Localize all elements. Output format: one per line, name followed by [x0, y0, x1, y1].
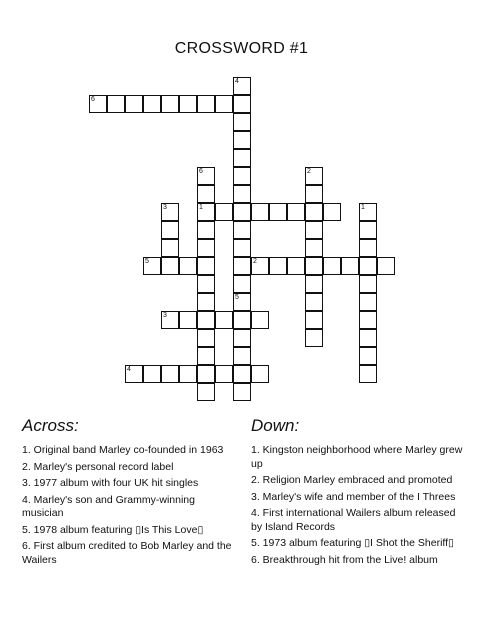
grid-cell[interactable]	[305, 311, 323, 329]
grid-cell[interactable]	[359, 365, 377, 383]
grid-cell[interactable]	[215, 203, 233, 221]
grid-cell[interactable]	[305, 221, 323, 239]
grid-cell[interactable]	[179, 365, 197, 383]
grid-cell[interactable]	[359, 347, 377, 365]
down-clue-6: 6. Breakthrough hit from the Live! album	[251, 553, 438, 566]
grid-cell[interactable]	[359, 311, 377, 329]
across-clue-1: 1. Original band Marley co-founded in 1963	[22, 444, 224, 456]
grid-cell[interactable]	[377, 257, 395, 275]
grid-cell[interactable]	[233, 311, 251, 329]
grid-cell[interactable]	[305, 257, 323, 275]
cell-number: 6	[199, 168, 203, 175]
grid-cell[interactable]	[197, 383, 215, 401]
cell-number: 3	[163, 312, 167, 319]
down-clue-3: 3. Marley's wife and member of the I Threes	[251, 490, 456, 503]
grid-cell[interactable]	[305, 203, 323, 221]
grid-cell[interactable]	[215, 365, 233, 383]
grid-cell[interactable]	[305, 275, 323, 293]
grid-cell[interactable]	[359, 293, 377, 311]
grid-cell[interactable]	[197, 365, 215, 383]
cell-number: 6	[91, 96, 95, 103]
grid-cell[interactable]	[197, 221, 215, 239]
down-clues	[251, 416, 466, 570]
grid-cell[interactable]	[359, 329, 377, 347]
cell-number: 1	[199, 204, 203, 211]
grid-cell[interactable]	[233, 221, 251, 239]
cell-number: 5	[145, 258, 149, 265]
grid-cell[interactable]	[305, 239, 323, 257]
grid-cell[interactable]	[161, 257, 179, 275]
cell-number: 5	[235, 294, 239, 301]
grid-cell[interactable]	[161, 221, 179, 239]
grid-cell[interactable]	[233, 329, 251, 347]
down-clue-1: 1. Kingston neighborhood where Marley grew up	[251, 444, 463, 470]
grid-cell[interactable]	[179, 257, 197, 275]
grid-cell[interactable]	[179, 311, 197, 329]
grid-cell[interactable]	[233, 365, 251, 383]
grid-cell[interactable]	[107, 95, 125, 113]
grid-cell[interactable]	[197, 329, 215, 347]
cell-number: 4	[127, 366, 131, 373]
across-clue-3: 3. 1977 album with four UK hit singles	[22, 477, 199, 489]
across-clue-5: 5. 1978 album featuring ▯Is This Love▯	[22, 523, 204, 536]
grid-cell[interactable]	[269, 257, 287, 275]
grid-cell[interactable]	[161, 95, 179, 113]
puzzle-title: CROSSWORD #1	[174, 40, 309, 57]
grid-cell[interactable]	[323, 203, 341, 221]
grid-cell[interactable]	[305, 185, 323, 203]
grid-cell[interactable]	[359, 239, 377, 257]
grid-cell[interactable]	[251, 203, 269, 221]
grid-cell[interactable]	[305, 329, 323, 347]
cell-number: 4	[235, 78, 239, 85]
grid-cell[interactable]	[251, 365, 269, 383]
grid-cell[interactable]	[215, 95, 233, 113]
down-clue-4: 4. First international Wailers album released by Island Records	[251, 507, 456, 533]
grid-cell[interactable]	[359, 275, 377, 293]
grid-cell[interactable]	[233, 113, 251, 131]
grid-cell[interactable]	[161, 239, 179, 257]
grid-cell[interactable]	[305, 293, 323, 311]
down-clue-2: 2. Religion Marley embraced and promoted	[251, 474, 453, 486]
grid-cell[interactable]	[233, 239, 251, 257]
grid-cell[interactable]	[233, 203, 251, 221]
grid-cell[interactable]	[215, 311, 233, 329]
grid-cell[interactable]	[197, 239, 215, 257]
down-clue-5: 5. 1973 album featuring ▯I Shot the Sheriff▯	[251, 537, 454, 549]
grid-cell[interactable]	[233, 347, 251, 365]
grid-cell[interactable]	[233, 383, 251, 401]
grid-cell[interactable]	[359, 257, 377, 275]
grid-cell[interactable]	[233, 275, 251, 293]
grid-cell[interactable]	[197, 95, 215, 113]
grid-cell[interactable]	[197, 257, 215, 275]
cell-number: 2	[307, 168, 311, 175]
across-clues	[22, 416, 237, 570]
grid-cell[interactable]	[233, 167, 251, 185]
down-heading: Down:	[251, 416, 300, 435]
grid-cell[interactable]	[287, 257, 305, 275]
grid-cell[interactable]	[233, 131, 251, 149]
grid-cell[interactable]	[233, 149, 251, 167]
grid-cell[interactable]	[197, 347, 215, 365]
grid-cell[interactable]	[251, 311, 269, 329]
cell-number: 2	[253, 258, 257, 265]
grid-cell[interactable]	[197, 293, 215, 311]
grid-cell[interactable]	[143, 95, 161, 113]
grid-cell[interactable]	[287, 203, 305, 221]
grid-cell[interactable]	[197, 185, 215, 203]
grid-cell[interactable]	[161, 365, 179, 383]
across-heading: Across:	[22, 416, 79, 435]
grid-cell[interactable]	[125, 95, 143, 113]
cell-number: 1	[361, 204, 365, 211]
grid-cell[interactable]	[233, 95, 251, 113]
grid-cell[interactable]	[143, 365, 161, 383]
across-clue-6: 6. First album credited to Bob Marley and the Wailers	[22, 540, 232, 566]
grid-cell[interactable]	[197, 275, 215, 293]
grid-cell[interactable]	[179, 95, 197, 113]
grid-cell[interactable]	[233, 185, 251, 203]
grid-cell[interactable]	[359, 221, 377, 239]
across-clue-2: 2. Marley's personal record label	[22, 460, 174, 473]
grid-cell[interactable]	[233, 257, 251, 275]
grid-cell[interactable]	[269, 203, 287, 221]
grid-cell[interactable]	[341, 257, 359, 275]
across-clue-4: 4. Marley's son and Grammy-winning musician	[22, 493, 195, 519]
grid-cell[interactable]	[323, 257, 341, 275]
grid-cell[interactable]	[197, 311, 215, 329]
cell-number: 3	[163, 204, 167, 211]
